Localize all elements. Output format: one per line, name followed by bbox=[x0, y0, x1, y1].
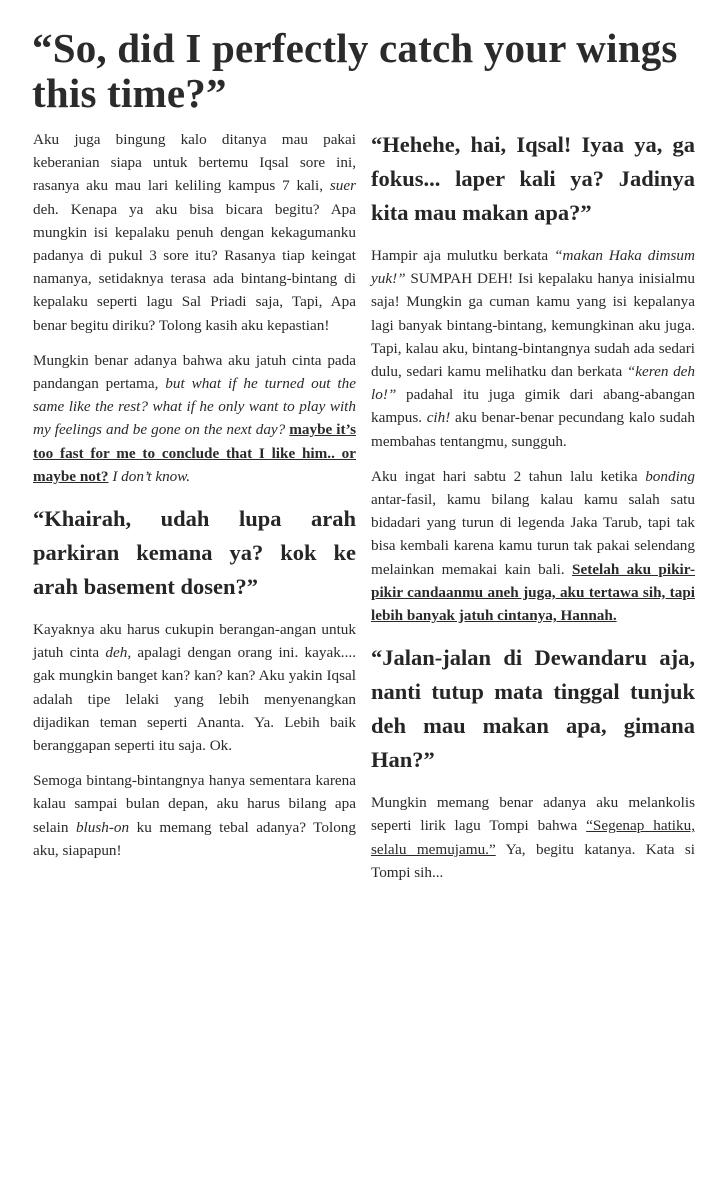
text-run: antar-fasil, kamu bilang kalau kamu salah satu bidadari yang turun di legenda Jaka Tarub, tapi tak bisa kembali karena kamu turun tak pakai selendang melainkan memakai kain bali. bbox=[371, 491, 695, 578]
italic-text: but what if he turned out the same like the rest? what if he only want to play with my feelings and be gone on the next day? bbox=[33, 375, 356, 439]
article-title: “So, did I perfectly catch your wings this time?” bbox=[32, 25, 678, 116]
underlined-text: “Segenap hatiku, selalu memujamu.” bbox=[371, 817, 695, 858]
text-run: Aku ingat hari sabtu 2 tahun lalu ketika bbox=[371, 467, 646, 485]
paragraph bbox=[371, 791, 695, 884]
left-column bbox=[33, 128, 356, 862]
italic-text: “keren deh lo!” bbox=[371, 363, 695, 404]
italic-text: cih! bbox=[426, 409, 451, 427]
italic-text: I don’t know. bbox=[112, 467, 191, 485]
italic-text: bonding bbox=[645, 467, 695, 485]
paragraph bbox=[33, 618, 356, 757]
paragraph bbox=[33, 349, 356, 488]
italic-text: deh, bbox=[105, 644, 132, 662]
italic-text: “makan Haka dimsum yuk!” bbox=[371, 247, 695, 288]
right-column bbox=[371, 128, 695, 884]
text-run: aku benar-benar pecundang kalo sudah membahas tentangmu, sungguh. bbox=[371, 409, 695, 450]
italic-text: blush-on bbox=[75, 818, 130, 836]
text-run: deh. Kenapa ya aku bisa bicara begitu? Apa mungkin isi kepalaku penuh dengan kekagumanku padanya di pukul 3 sore itu? Rasanya tiap keingat namanya, setidaknya terasa ada bintang-bintang di kepalaku seperti lagu Sal Priadi saja, Tapi, Apa benar begitu diriku? Tolong kasih aku kepastian! bbox=[33, 200, 356, 334]
text-run: Semoga bintang-bintangnya hanya sementara karena kalau sampai bulan depan, aku harus bilang apa selain bbox=[33, 772, 356, 836]
dialogue-heading: “Khairah, udah lupa arah parkiran kemana ya? kok ke arah basement dosen?” bbox=[33, 506, 356, 600]
italic-text: suer bbox=[329, 177, 356, 195]
text-run: SUMPAH DEH! Isi kepalaku hanya inisialmu saja! Mungkin ga cuman kamu yang isi kepalanya lagi banyak bintang-bintang, kemungkinan aku juga. Tapi, kalau aku, bintang-bintangnya sudah ada sedari dulu, sedari kamu melihatku dan berkata bbox=[371, 270, 695, 381]
underlined-text: maybe it’s too fast for me to conclude that I like him.. or maybe not? bbox=[33, 421, 356, 485]
text-run: Aku juga bingung kalo ditanya mau pakai keberanian siapa untuk bertemu Iqsal sore ini, rasanya aku mau lari keliling kampus 7 kali, bbox=[33, 131, 356, 195]
dialogue-heading: “Hehehe, hai, Iqsal! Iyaa ya, ga fokus... laper kali ya? Jadinya kita mau makan apa?” bbox=[371, 132, 695, 225]
text-run: Ya, begitu katanya. Kata si Tompi sih... bbox=[371, 840, 696, 881]
text-run: ku memang tebal adanya? Tolong aku, siapapun! bbox=[33, 818, 356, 859]
text-run: Mungkin benar adanya bahwa aku jatuh cinta pada pandangan pertama, bbox=[33, 351, 356, 393]
paragraph bbox=[371, 244, 695, 453]
underlined-text: Setelah aku pikir-pikir candaanmu aneh juga, aku tertawa sih, tapi lebih banyak jatuh cintanya, Hannah. bbox=[371, 560, 695, 625]
dialogue-heading: “Jalan-jalan di Dewandaru aja, nanti tutup mata tinggal tunjuk deh mau makan apa, gimana Han?” bbox=[371, 645, 695, 773]
text-run: Kayaknya aku harus cukupin berangan-angan untuk jatuh cinta bbox=[33, 621, 356, 662]
text-run: padahal itu juga gimik dari abang-abangan kampus. bbox=[371, 386, 695, 427]
paragraph bbox=[33, 769, 356, 862]
text-run: Mungkin memang benar adanya aku melankolis seperti lirik lagu Tompi bahwa bbox=[371, 794, 695, 835]
text-run: Hampir aja mulutku berkata bbox=[371, 247, 555, 264]
paragraph bbox=[371, 465, 695, 627]
text-run: apalagi dengan orang ini. kayak.... gak mungkin banget kan? kan? kan? Aku yakin Iqsal adalah tipe lelaki yang lebih menyenangkan dijadikan teman seperti Ananta. Ya. Lebih baik beranggapan seperti itu saja. Ok. bbox=[33, 644, 356, 755]
paragraph bbox=[33, 128, 356, 337]
